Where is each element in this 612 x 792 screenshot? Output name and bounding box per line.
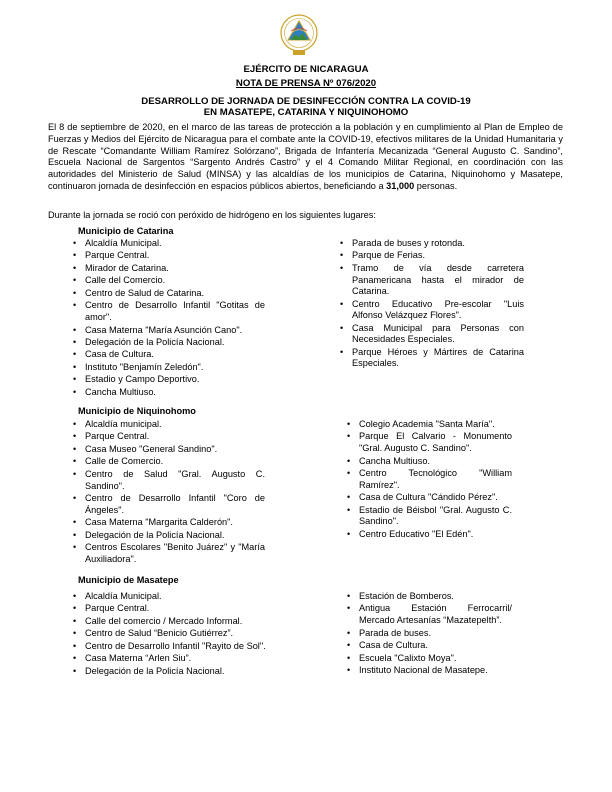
list-item: • Parque Central. [73,250,265,262]
list-item: • Casa de Cultura. [347,640,512,652]
list-item: • Estadio de Béisbol "Gral. Augusto C. Sandino". [347,505,512,528]
list-item: • Casa de Cultura "Cándido Pérez". [347,492,512,504]
list-item: • Instituto "Benjamín Zeledón". [73,362,265,374]
list-item: • Centros Escolares "Benito Juárez" y "María Auxiliadora". [73,542,265,565]
list-item: • Centro de Salud "Gral. Augusto C. Sandino". [73,469,265,492]
municipality-title-masatepe: Municipio de Masatepe [78,575,179,585]
list-item: • Antigua Estación Ferrocarril/ Mercado Artesanías “Mazatepelth”. [347,603,512,626]
list-item: • Centro de Salud de Catarina. [73,288,265,300]
list-item: • Alcaldía Municipal. [73,238,265,250]
catarina-list-right [340,238,524,371]
list-item: • Cancha Multiuso. [73,387,265,399]
list-item: • Cancha Multiuso. [347,456,512,468]
list-item: • Parque Central. [73,431,265,443]
list-item: • Escuela "Calixto Moya". [347,653,512,665]
list-item: • Parada de buses y rotonda. [340,238,524,250]
list-item: • Mirador de Catarina. [73,263,265,275]
masatepe-list-left [73,591,273,678]
nicaragua-coat-of-arms-icon [279,12,319,58]
list-item: • Casa Museo "General Sandino". [73,444,265,456]
lead-sentence: Durante la jornada se roció con peróxido de hidrógeno en los siguientes lugares: [48,210,376,220]
list-item: • Centro de Desarrollo Infantil "Rayito de Sol". [73,641,273,653]
niquinohomo-list-right [347,419,512,541]
list-item: • Instituto Nacional de Masatepe. [347,665,512,677]
niquinohomo-list-left [73,419,265,566]
list-item: • Delegación de la Policía Nacional. [73,530,265,542]
list-item: • Parque Héroes y Mártires de Catarina Especiales. [340,347,524,370]
municipality-title-catarina: Municipio de Catarina [78,226,174,236]
intro-text: El 8 de septiembre de 2020, en el marco de las tareas de protección a la población y en cumplimiento al Plan de Empleo de Fuerzas y Medios del Ejército de Nicaragua para el combate ante la COVID-19, efectivos militares de la Unidad Humanitaria y de Rescate “Comandante William Ramírez Solórzano”, Brigada de Infantería Mecanizada “General Augusto C. Sandino”, Escuela Nacional de Sargentos “Sargento Andrés Castro” y el 4 Comando Militar Regional, en coordinación con las autoridades del Ministerio de Salud (MINSA) y las alcaldías de los municipios de Catarina, Niquinohomo y Masatepe, continuaron jornada de desinfección en espacios públicos abiertos, beneficiando a [48,122,563,191]
document-title [0,96,612,119]
list-item: • Casa de Cultura. [73,349,265,361]
list-item: • Centro de Desarrollo Infantil "Coro de Ángeles". [73,493,265,516]
title-line-2: EN MASATEPE, CATARINA Y NIQUINOHOMO [203,107,409,119]
intro-paragraph [48,122,563,193]
list-item: • Estación de Bomberos. [347,591,512,603]
list-item: • Centro Educativo "El Edén". [347,529,512,541]
municipality-title-niquinohomo: Municipio de Niquinohomo [78,406,196,416]
masatepe-list-right [347,591,512,678]
title-line-1: DESARROLLO DE JORNADA DE DESINFECCIÓN CONTRA LA COVID-19 [141,96,471,107]
list-item: • Tramo de vía desde carretera Panamericana hasta el mirador de Catarina. [340,263,524,298]
list-item: • Centro de Salud “Benicio Gutiérrez”. [73,628,273,640]
list-item: • Centro Tecnológico "William Ramírez". [347,468,512,491]
list-item: • Calle del Comercio. [73,275,265,287]
list-item: • Parque El Calvario - Monumento "Gral. Augusto C. Sandino". [347,431,512,454]
list-item: • Calle de Comercio. [73,456,265,468]
list-item: • Delegación de la Policía Nacional. [73,337,265,349]
list-item: • Alcaldía municipal. [73,419,265,431]
list-item: • Casa Materna "María Asunción Cano". [73,325,265,337]
list-item: • Centro de Desarrollo Infantil "Gotitas de amor". [73,300,265,323]
beneficiary-count: 31,000 [386,180,415,191]
catarina-list-left [73,238,265,399]
list-item: • Casa Materna “Arlen Siu”. [73,653,273,665]
press-note-number: NOTA DE PRENSA Nº 076/2020 [235,78,377,89]
list-item: • Calle del comercio / Mercado Informal. [73,616,273,628]
list-item: • Estadio y Campo Deportivo. [73,374,265,386]
organization-name: EJÉRCITO DE NICARAGUA [243,64,369,75]
list-item: • Parque Central. [73,603,273,615]
list-item: • Alcaldía Municipal. [73,591,273,603]
list-item: • Casa Materna "Margarita Calderón". [73,517,265,529]
list-item: • Parque de Ferias. [340,250,524,262]
list-item: • Colegio Academia "Santa María". [347,419,512,431]
list-item: • Casa Municipal para Personas con Necesidades Especiales. [340,323,524,346]
list-item: • Parada de buses. [347,628,512,640]
list-item: • Centro Educativo Pre-escolar "Luis Alfonso Velázquez Flores". [340,299,524,322]
list-item: • Delegación de la Policía Nacional. [73,666,273,678]
intro-text-end: personas. [414,180,458,191]
